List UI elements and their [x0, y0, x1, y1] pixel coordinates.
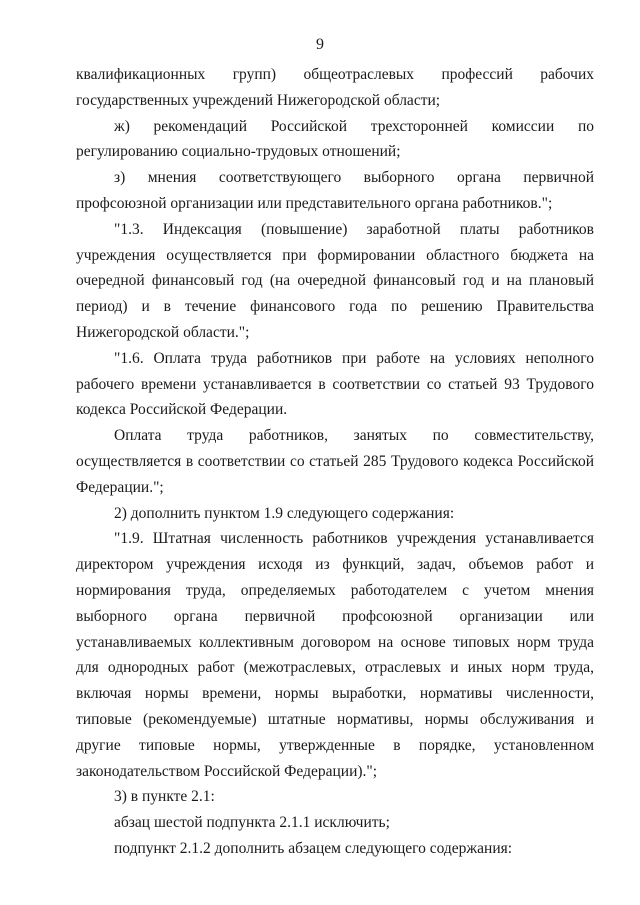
- paragraph-item-z: з) мнения соответствующего выборного органа первичной профсоюзной организации или представительного органа работников.";: [76, 169, 594, 212]
- paragraph-subclause-2-1-2: подпункт 2.1.2 дополнить абзацем следующего содержания:: [114, 839, 513, 857]
- page-number: 9: [316, 36, 324, 53]
- paragraph-continuation: квалификационных групп) общеотраслевых профессий рабочих государственных учреждений Нижегородской области;: [76, 66, 594, 109]
- paragraph-part-time-pay: Оплата труда работников, занятых по совместительству, осуществляется в соответствии со статьей 285 Трудового кодекса Российской Федерации.";: [76, 427, 594, 496]
- paragraph-clause-1-3: "1.3. Индексация (повышение) заработной платы работников учреждения осуществляется при формировании областного бюджета на очередной финансовый год (на очередной финансовый год и на плановый период) и в течение финансового года по решению Правительства Нижегородской области.";: [76, 220, 594, 341]
- paragraph-amendment-2: 2) дополнить пунктом 1.9 следующего содержания:: [114, 504, 455, 522]
- paragraph-clause-1-9: "1.9. Штатная численность работников учреждения устанавливается директором учреждения исходя из функций, задач, объемов работ и нормирования труда, определяемых работодателем с учетом мнения выборного органа первичной профсоюзной организации или устанавливаемых коллективным договором на основе типовых норм труда для однородных работ (межотраслевых, отраслевых и иных норм труда, включая нормы времени, нормы выработки, нормативы численности, типовые (рекомендуемые) штатные нормативы, нормы обслуживания и другие типовые нормы, утвержденные в порядке, установленном законодательством Российской Федерации).";: [76, 530, 594, 780]
- paragraph-amendment-3: 3) в пункте 2.1:: [114, 788, 215, 806]
- paragraph-clause-1-6: "1.6. Оплата труда работников при работе на условиях неполного рабочего времени устанавливается в соответствии со статьей 93 Трудового кодекса Российской Федерации.: [76, 349, 594, 419]
- document-body: [76, 62, 594, 862]
- paragraph-item-zh: ж) рекомендаций Российской трехсторонней комиссии по регулированию социально-трудовых отношений;: [76, 117, 594, 161]
- paragraph-subclause-2-1-1: абзац шестой подпункта 2.1.1 исключить;: [114, 814, 390, 832]
